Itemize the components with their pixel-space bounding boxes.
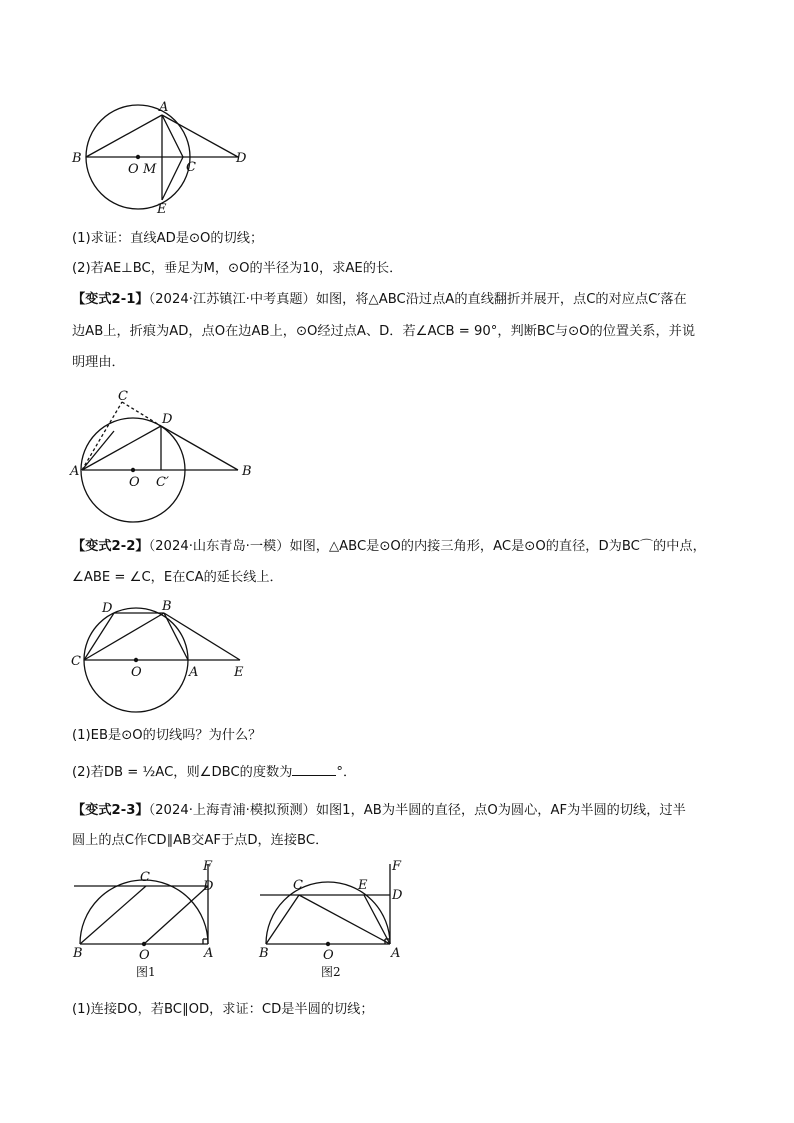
segment-ac-solid (82, 431, 114, 470)
variant23-line2: 圆上的点C作CD∥AB交AF于点D，连接BC． (72, 833, 329, 848)
label-o: O (128, 162, 139, 177)
variant23-line1 (72, 801, 686, 821)
problem1-part2: (2)若AE⊥BC，垂足为M，⊙O的半径为10，求AE的长． (72, 261, 403, 276)
label-a: A (159, 100, 169, 115)
label-f-1: F (203, 859, 213, 874)
label-c-1: C (140, 870, 150, 885)
label-a: A (70, 464, 80, 479)
segment-cd (84, 613, 114, 660)
segment-ad (82, 426, 161, 470)
variant21-text1: 如图，将△ABC沿过点A的直线翻折并展开，点C的对应点C′落在 (315, 292, 687, 307)
label-b: B (162, 599, 172, 614)
variant22-tag: 【变式2-2】 (72, 539, 149, 554)
figure-4-semicircles (66, 858, 426, 983)
center-dot-2 (326, 942, 330, 946)
caption-fig2: 图2 (321, 965, 341, 979)
label-b: B (72, 151, 82, 166)
label-c-2: C (293, 878, 303, 893)
label-o-2: O (323, 948, 334, 963)
label-c: C (118, 389, 128, 404)
segment-ad (162, 115, 238, 157)
label-o-1: O (139, 948, 150, 963)
variant23-part1: (1)连接DO，若BC∥OD，求证：CD是半圆的切线； (72, 1002, 374, 1017)
variant22-line1 (72, 537, 706, 557)
segment-cb (84, 613, 164, 660)
variant22-source: （2024·山东青岛·一模） (148, 539, 290, 554)
label-a: A (189, 665, 199, 680)
label-o: O (131, 665, 142, 680)
variant23-tag: 【变式2-3】 (72, 803, 149, 818)
label-d-1: D (203, 879, 214, 894)
label-c: C (71, 654, 81, 669)
label-a-1: A (204, 946, 214, 961)
diagram-fig2 (258, 859, 403, 979)
segment-ce (162, 157, 183, 200)
variant22-part1: (1)EB是⊙O的切线吗？为什么？ (72, 728, 262, 743)
variant21-line2: 边AB上，折痕为AD，点O在边AB上，⊙O经过点A、D．若∠ACB = 90°，判断BC与⊙O的位置关系，并说 (72, 324, 696, 339)
center-dot (134, 658, 138, 662)
label-d: D (162, 412, 173, 427)
variant21-line3: 明理由． (72, 355, 125, 370)
variant22-line2: ∠ABE = ∠C，E在CA的延长线上． (72, 570, 283, 585)
label-d: D (236, 151, 247, 166)
label-d-2: D (392, 888, 403, 903)
figure-1-circle-tangent (70, 100, 270, 220)
variant22-part2-post: °． (336, 765, 357, 780)
semicircle-1 (80, 880, 208, 944)
label-f-2: F (392, 859, 402, 874)
label-b-2: B (259, 946, 269, 961)
variant22-part2 (72, 763, 356, 783)
variant23-source: （2024·上海青浦·模拟预测） (148, 803, 316, 818)
label-c-prime: C′ (156, 475, 169, 490)
center-dot (136, 155, 140, 159)
label-e: E (157, 202, 167, 217)
label-e-2: E (358, 878, 368, 893)
label-m: M (143, 162, 157, 177)
answer-blank (292, 763, 336, 776)
label-b-1: B (73, 946, 83, 961)
label-a-2: A (391, 946, 401, 961)
variant21-source: （2024·江苏镇江·中考真题） (148, 292, 316, 307)
label-b: B (242, 464, 252, 479)
dashed-cd (122, 402, 161, 426)
segment-ba (86, 115, 162, 157)
figure-3-inscribed-triangle (70, 598, 270, 713)
variant21-tag: 【变式2-1】 (72, 292, 149, 307)
caption-fig1: 图1 (136, 965, 156, 979)
center-dot (131, 468, 135, 472)
segment-bc-1 (80, 886, 146, 944)
segment-od-1 (144, 886, 208, 944)
center-dot-1 (142, 942, 146, 946)
diagram-fig1 (72, 859, 214, 979)
label-d: D (102, 601, 113, 616)
segment-db (161, 426, 238, 470)
dashed-ac (82, 402, 122, 470)
variant22-text1: 如图，△ABC是⊙O的内接三角形，AC是⊙O的直径，D为BC⌒的中点， (289, 539, 706, 554)
label-e: E (234, 665, 244, 680)
variant22-part2-pre: (2)若DB = ½AC，则∠DBC的度数为 (72, 765, 293, 780)
variant21-line1 (72, 290, 687, 310)
label-o: O (129, 475, 140, 490)
label-c: C (186, 160, 196, 175)
variant23-text1: 如图1，AB为半圆的直径，点O为圆心，AF为半圆的切线，过半 (315, 803, 686, 818)
problem1-part1: (1)求证：直线AD是⊙O的切线； (72, 231, 264, 246)
figure-2-fold (70, 385, 270, 525)
